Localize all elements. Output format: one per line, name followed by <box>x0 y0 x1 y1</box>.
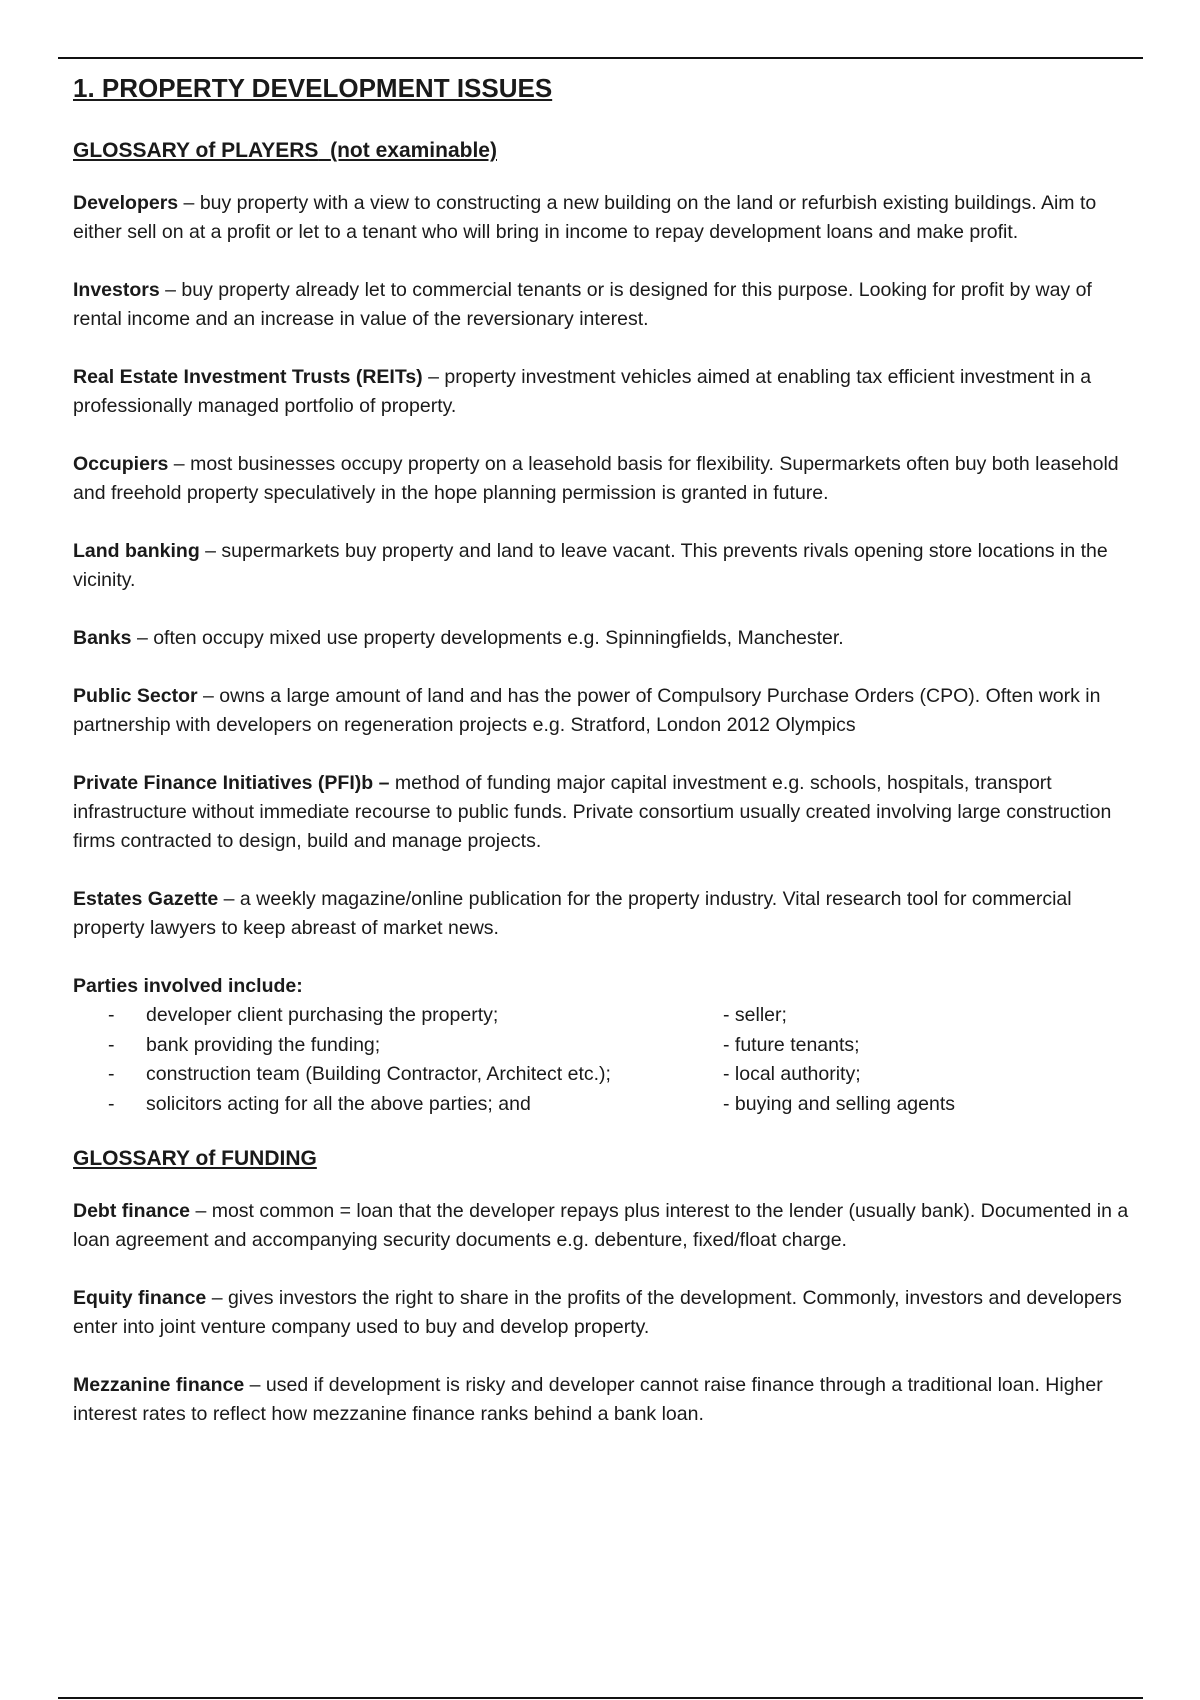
bullet-dash: - <box>108 1092 115 1115</box>
player-entry-public-sector <box>73 682 1138 740</box>
bullet-dash: - <box>108 1004 115 1026</box>
top-rule <box>58 57 1143 59</box>
list-item <box>73 1031 723 1061</box>
bullet-dash: - <box>108 1063 115 1085</box>
entry-term: Debt finance <box>73 1200 191 1222</box>
player-entry-banks <box>73 624 1138 653</box>
list-item-text: solicitors acting for all the above parties; and <box>146 1092 531 1115</box>
list-item <box>73 1060 723 1090</box>
entry-term: Mezzanine finance <box>73 1374 245 1396</box>
bullet-dash: - <box>108 1033 115 1056</box>
entry-text: – most businesses occupy property on a leasehold basis for flexibility. Supermarkets often buy both leasehold and freehold property speculatively in the hope planning permission is granted in future. <box>73 453 1119 504</box>
entry-text: – gives investors the right to share in the profits of the development. Commonly, investors and developers enter into joint venture company used to buy and develop property. <box>73 1287 1122 1338</box>
entry-term: Public Sector <box>73 685 198 707</box>
entry-term: Investors <box>73 279 160 301</box>
funding-entry-debt <box>73 1197 1138 1255</box>
player-entry-pfi <box>73 769 1138 856</box>
entry-text: – owns a large amount of land and has the power of Compulsory Purchase Orders (CPO). Often work in partnership with developers on regeneration projects e.g. Stratford, London 2012 Olympics <box>73 685 1101 736</box>
players-heading <box>73 137 1138 165</box>
funding-entry-equity <box>73 1284 1138 1342</box>
entry-text: method of funding major capital investment e.g. schools, hospitals, transport infrastructure without immediate recourse to public funds. Private consortium usually created involving large construction firms contracted to design, build and manage projects. <box>73 772 1112 852</box>
entry-term: Land banking <box>73 540 200 562</box>
player-entry-occupiers <box>73 450 1138 508</box>
list-item: - buying and selling agents <box>723 1092 955 1115</box>
funding-entry-mezzanine <box>73 1371 1138 1429</box>
document-page <box>73 70 1138 1458</box>
list-item <box>73 1001 723 1031</box>
entry-term: Real Estate Investment Trusts (REITs) <box>73 366 423 388</box>
parties-list <box>73 1001 1138 1119</box>
entry-text: – often occupy mixed use property developments e.g. Spinningfields, Manchester. <box>131 627 844 649</box>
entry-text: – buy property with a view to constructing a new building on the land or refurbish existing buildings. Aim to either sell on at a profit or let to a tenant who will bring in income to repay development loans and make profit. <box>73 192 1097 243</box>
parties-left-column <box>73 1001 723 1119</box>
parties-title: Parties involved include: <box>73 975 303 997</box>
bottom-rule <box>58 1697 1143 1699</box>
entry-text: – supermarkets buy property and land to leave vacant. This prevents rivals opening store locations in the vicinity. <box>73 540 1108 591</box>
list-item-text: construction team (Building Contractor, Architect etc.); <box>146 1063 611 1085</box>
list-item <box>73 1090 723 1120</box>
entry-term: Estates Gazette <box>73 888 219 910</box>
entry-term: Equity finance <box>73 1287 207 1309</box>
players-heading-note: (not examinable) <box>330 139 497 162</box>
entry-text: – buy property already let to commercial tenants or is designed for this purpose. Looking for profit by way of rental income and an increase in value of the reversionary interest. <box>73 279 1092 330</box>
entry-term: Occupiers <box>73 453 169 475</box>
entry-text: – most common = loan that the developer repays plus interest to the lender (usually bank). Documented in a loan agreement and accompanying security documents e.g. debenture, fixed/float charge. <box>73 1200 1129 1251</box>
list-item: - future tenants; <box>723 1033 860 1056</box>
players-heading-text: GLOSSARY of PLAYERS <box>73 139 319 162</box>
player-entry-developers <box>73 189 1138 247</box>
list-item: - local authority; <box>723 1063 861 1085</box>
entry-text: – property investment vehicles aimed at enabling tax efficient investment in a professionally managed portfolio of property. <box>73 366 1092 417</box>
entry-text: – used if development is risky and developer cannot raise finance through a traditional loan. Higher interest rates to reflect how mezzanine finance ranks behind a bank loan. <box>73 1374 1103 1425</box>
list-item: - seller; <box>723 1004 787 1026</box>
player-entry-estates-gazette <box>73 885 1138 943</box>
funding-heading: GLOSSARY of FUNDING <box>73 1147 317 1170</box>
list-item-text: developer client purchasing the property; <box>146 1004 499 1026</box>
player-entry-investors <box>73 276 1138 334</box>
parties-right-column <box>723 1001 1123 1119</box>
entry-text: – a weekly magazine/online publication for the property industry. Vital research tool for commercial property lawyers to keep abreast of market news. <box>73 888 1072 939</box>
entry-term: Banks <box>73 627 132 649</box>
entry-term: Developers <box>73 192 179 214</box>
player-entry-land-banking <box>73 537 1138 595</box>
player-entry-reits <box>73 363 1138 421</box>
list-item-text: bank providing the funding; <box>146 1033 381 1056</box>
page-title: 1. PROPERTY DEVELOPMENT ISSUES <box>73 73 553 103</box>
entry-term: Private Finance Initiatives (PFI)b – <box>73 772 390 794</box>
